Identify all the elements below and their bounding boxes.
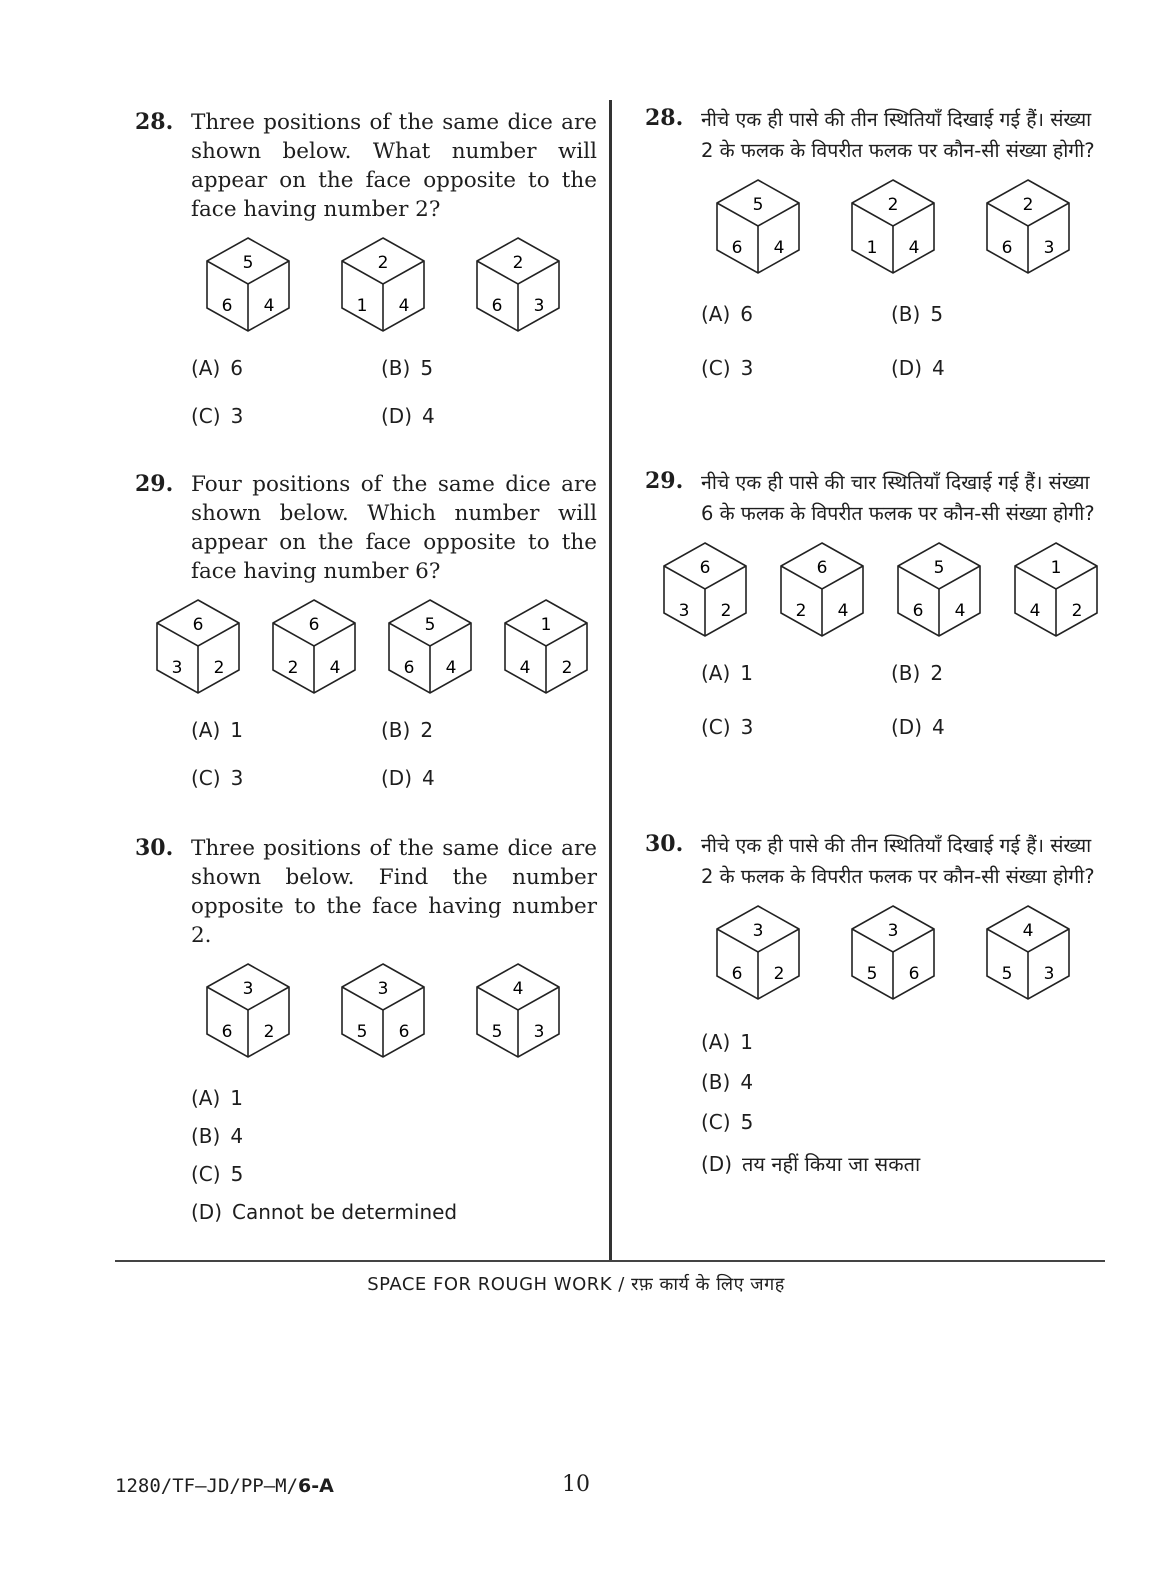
die-right-number: 2 (773, 964, 785, 984)
die-top-number: 2 (887, 195, 899, 215)
die (473, 960, 563, 1060)
option-a: (A) 6 (701, 302, 754, 326)
die-top-number: 1 (540, 615, 552, 635)
paper-code-prefix: 1280/TF–JD/PP–M/ (115, 1475, 299, 1497)
question-number: 29. (135, 471, 174, 497)
question-text: Three positions of the same dice are shown below. Find the number opposite to the face having number 2. (191, 836, 597, 948)
die-top-number: 3 (377, 979, 389, 999)
die-right-number: 2 (561, 658, 573, 678)
die-top-number: 1 (1050, 558, 1062, 578)
die (983, 902, 1073, 1002)
die-left-number: 6 (491, 296, 503, 316)
question-text: नीचे एक ही पासे की तीन स्थितियाँ दिखाई गई हैं। संख्या 2 के फलक के विपरीत फलक पर कौन-सी संख्या होगी? (701, 108, 1095, 162)
die (338, 960, 428, 1060)
die-top-number: 2 (377, 253, 389, 273)
die-top-number: 2 (512, 253, 524, 273)
question-number: 28. (645, 105, 684, 131)
die-left-number: 5 (491, 1022, 503, 1042)
options (701, 661, 1115, 739)
die-left-number: 6 (912, 601, 924, 621)
option-b: (B) 5 (381, 356, 434, 380)
die (338, 234, 428, 334)
die-right-number: 3 (533, 1022, 545, 1042)
question-28-hi (645, 104, 1115, 380)
question-text: नीचे एक ही पासे की चार स्थितियाँ दिखाई गई हैं। संख्या 6 के फलक के विपरीत फलक पर कौन-सी संख्या होगी? (701, 471, 1095, 525)
die-left-number: 2 (795, 601, 807, 621)
option-c: (C) 3 (701, 356, 754, 380)
die-left-number: 3 (171, 658, 183, 678)
die-right-number: 2 (720, 601, 732, 621)
die (713, 176, 803, 276)
dice-figure (153, 596, 605, 696)
die-left-number: 6 (221, 1022, 233, 1042)
option-b: (B) 4 (191, 1124, 244, 1148)
die-top-number: 6 (192, 615, 204, 635)
die-right-number: 4 (398, 296, 410, 316)
page-number: 10 (562, 1472, 590, 1497)
dice-figure (713, 176, 1115, 276)
question-30-hi (645, 830, 1115, 1177)
die-top-number: 6 (816, 558, 828, 578)
die-left-number: 4 (519, 658, 531, 678)
option-a: (A) 1 (701, 661, 754, 685)
question-29-en (135, 470, 605, 790)
rough-work-label: SPACE FOR ROUGH WORK / रफ़ कार्य के लिए जगह (367, 1274, 785, 1295)
die (660, 539, 750, 639)
die-left-number: 5 (1001, 964, 1013, 984)
die (501, 596, 591, 696)
option-d: (D) 4 (381, 404, 435, 428)
die-left-number: 6 (731, 964, 743, 984)
die (713, 902, 803, 1002)
rough-work-divider (115, 1260, 1105, 1262)
die (203, 234, 293, 334)
dice-figure (660, 539, 1115, 639)
option-b: (B) 5 (891, 302, 944, 326)
die-right-number: 3 (1043, 964, 1055, 984)
die-right-number: 2 (1071, 601, 1083, 621)
option-a: (A) 1 (191, 1086, 244, 1110)
die-right-number: 4 (773, 238, 785, 258)
die-top-number: 6 (308, 615, 320, 635)
die-right-number: 4 (908, 238, 920, 258)
die (894, 539, 984, 639)
option-d: (D) तय नहीं किया जा सकता (701, 1152, 921, 1176)
die-top-number: 6 (699, 558, 711, 578)
die (1011, 539, 1101, 639)
column-divider (609, 100, 612, 1260)
die-left-number: 3 (678, 601, 690, 621)
option-c: (C) 5 (191, 1162, 244, 1186)
question-text: Three positions of the same dice are shown below. What number will appear on the face opposite to the face having number 2? (191, 110, 597, 222)
dice-figure (203, 234, 605, 334)
die-top-number: 5 (424, 615, 436, 635)
die-left-number: 6 (403, 658, 415, 678)
die-right-number: 6 (908, 964, 920, 984)
die (473, 234, 563, 334)
die-right-number: 4 (445, 658, 457, 678)
die-left-number: 4 (1029, 601, 1041, 621)
option-c: (C) 3 (701, 715, 754, 739)
die-right-number: 2 (263, 1022, 275, 1042)
die-top-number: 4 (512, 979, 524, 999)
option-d: (D) Cannot be determined (191, 1200, 458, 1224)
question-29-hi (645, 467, 1115, 739)
die (385, 596, 475, 696)
die-right-number: 4 (329, 658, 341, 678)
die-right-number: 3 (533, 296, 545, 316)
die-left-number: 5 (866, 964, 878, 984)
options (191, 356, 605, 428)
die-right-number: 2 (213, 658, 225, 678)
question-number: 29. (645, 468, 684, 494)
option-c: (C) 3 (191, 766, 244, 790)
option-a: (A) 6 (191, 356, 244, 380)
die-left-number: 2 (287, 658, 299, 678)
die (777, 539, 867, 639)
question-number: 30. (645, 831, 684, 857)
option-b: (B) 2 (381, 718, 434, 742)
option-d: (D) 4 (381, 766, 435, 790)
die-top-number: 5 (242, 253, 254, 273)
die-left-number: 6 (1001, 238, 1013, 258)
die (848, 902, 938, 1002)
die (203, 960, 293, 1060)
option-a: (A) 1 (191, 718, 244, 742)
die-top-number: 5 (933, 558, 945, 578)
option-d: (D) 4 (891, 356, 945, 380)
die-right-number: 4 (263, 296, 275, 316)
options (191, 1086, 605, 1224)
die-top-number: 3 (242, 979, 254, 999)
die-top-number: 5 (752, 195, 764, 215)
die-right-number: 3 (1043, 238, 1055, 258)
die-top-number: 3 (887, 921, 899, 941)
options (701, 302, 1115, 380)
die-left-number: 1 (866, 238, 878, 258)
die (269, 596, 359, 696)
die (153, 596, 243, 696)
option-d: (D) 4 (891, 715, 945, 739)
question-28-en (135, 108, 605, 428)
question-text: Four positions of the same dice are shown below. Which number will appear on the face opposite to the face having number 6? (191, 472, 597, 584)
option-b: (B) 2 (891, 661, 944, 685)
question-30-en (135, 834, 605, 1224)
die-right-number: 4 (837, 601, 849, 621)
die (983, 176, 1073, 276)
dice-figure (203, 960, 605, 1060)
options (701, 1030, 1115, 1177)
option-c: (C) 5 (701, 1110, 754, 1134)
die-left-number: 6 (731, 238, 743, 258)
die-top-number: 3 (752, 921, 764, 941)
option-a: (A) 1 (701, 1030, 754, 1054)
paper-code-set: 6-A (298, 1475, 334, 1497)
die-left-number: 1 (356, 296, 368, 316)
question-number: 28. (135, 109, 174, 135)
die-right-number: 4 (954, 601, 966, 621)
dice-figure (713, 902, 1115, 1002)
option-c: (C) 3 (191, 404, 244, 428)
option-b: (B) 4 (701, 1070, 754, 1094)
die-left-number: 5 (356, 1022, 368, 1042)
die (848, 176, 938, 276)
die-top-number: 4 (1022, 921, 1034, 941)
question-number: 30. (135, 835, 174, 861)
die-top-number: 2 (1022, 195, 1034, 215)
die-left-number: 6 (221, 296, 233, 316)
options (191, 718, 605, 790)
die-right-number: 6 (398, 1022, 410, 1042)
question-text: नीचे एक ही पासे की तीन स्थितियाँ दिखाई गई हैं। संख्या 2 के फलक के विपरीत फलक पर कौन-सी संख्या होगी? (701, 834, 1095, 888)
